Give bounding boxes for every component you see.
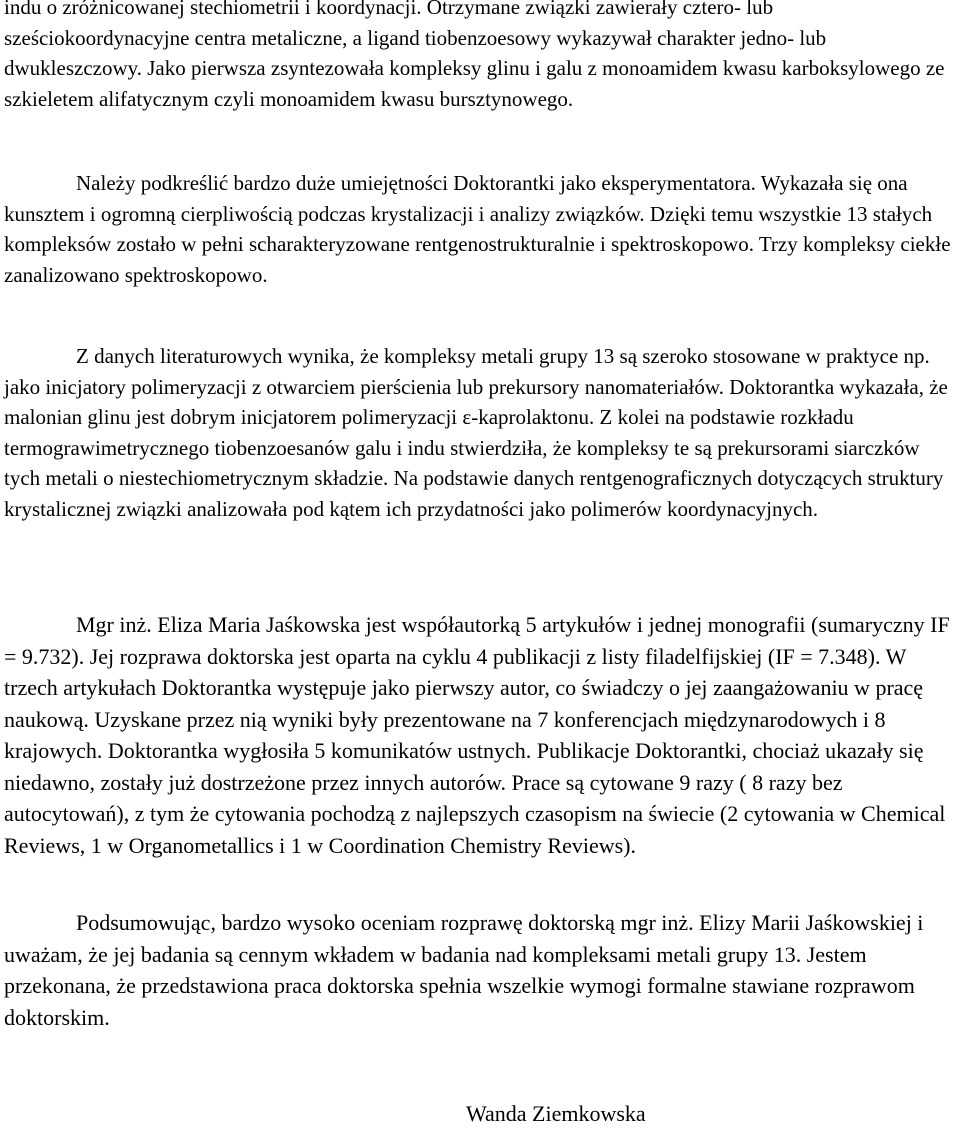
paragraph-experimental-skills: Należy podkreślić bardzo duże umiejętności Doktorantki jako eksperymentatora. Wykazała się ona kunsztem i ogromną cierpliwością podczas krystalizacji i analizy związków. Dzięki temu wszystkie 13 stałych kompleksów zostało w pełni scharakteryzowane rentgenostrukturalnie i spektroskopowo. Trzy kompleksy ciekłe zanalizowano spektroskopowo. (4, 171, 951, 287)
paragraph-continuation: indu o zróżnicowanej stechiometrii i koordynacji. Otrzymane związki zawierały cztero- lub sześciokoordynacyjne centra metaliczne, a ligand tiobenzoesowy wykazywał charakter jedno- lub dwukleszczowy. Jako pierwsza zsyntezowała kompleksy glinu i galu z monoamidem kwasu karboksylowego ze szkieletem alifatycznym czyli monoamidem kwasu bursztynowego. (4, 0, 945, 111)
paragraph-publications: Mgr inż. Eliza Maria Jaśkowska jest współautorką 5 artykułów i jednej monografii (sumaryczny IF = 9.732). Jej rozprawa doktorska jest oparta na cyklu 4 publikacji z listy filadelfijskiej (IF = 7.348). W trzech artykułach Doktorantka występuje jako pierwszy autor, co świadczy o jej zaangażowaniu w pracę naukową. Uzyskane przez nią wyniki były prezentowane na 7 konferencjach międzynarodowych i 8 krajowych. Doktorantka wygłosiła 5 komunikatów ustnych. Publikacje Doktorantki, chociaż ukazały się niedawno, zostały już dostrzeżone przez innych autorów. Prace są cytowane 9 razy ( 8 razy bez autocytowań), z tym że cytowania pochodzą z najlepszych czasopism na świecie (2 cytowania w Chemical Reviews, 1 w Organometallics i 1 w Coordination Chemistry Reviews). (4, 612, 950, 858)
paragraph-applications: Z danych literaturowych wynika, że kompleksy metali grupy 13 są szeroko stosowane w praktyce np. jako inicjatory polimeryzacji z otwarciem pierścienia lub prekursory nanomateriałów. Doktorantka wykazała, że malonian glinu jest dobrym inicjatorem polimeryzacji ε-kaprolaktonu. Z kolei na podstawie rozkładu termograwimetrycznego tiobenzoesanów galu i indu stwierdziła, że kompleksy te są prekursorami siarczków tych metali o niestechiometrycznym składzie. Na podstawie danych rentgenograficznych dotyczących struktury krystalicznej związki analizowała pod kątem ich przydatności jako polimerów koordynacyjnych. (4, 344, 948, 521)
paragraph-summary: Podsumowując, bardzo wysoko oceniam rozprawę doktorską mgr inż. Elizy Marii Jaśkowskiej i uważam, że jej badania są cennym wkładem w badania nad kompleksami metali grupy 13. Jestem przekonana, że przedstawiona praca doktorska spełnia wszelkie wymogi formalne stawiane rozprawom doktorskim. (4, 910, 924, 1030)
signature-name: Wanda Ziemkowska (466, 1101, 646, 1126)
